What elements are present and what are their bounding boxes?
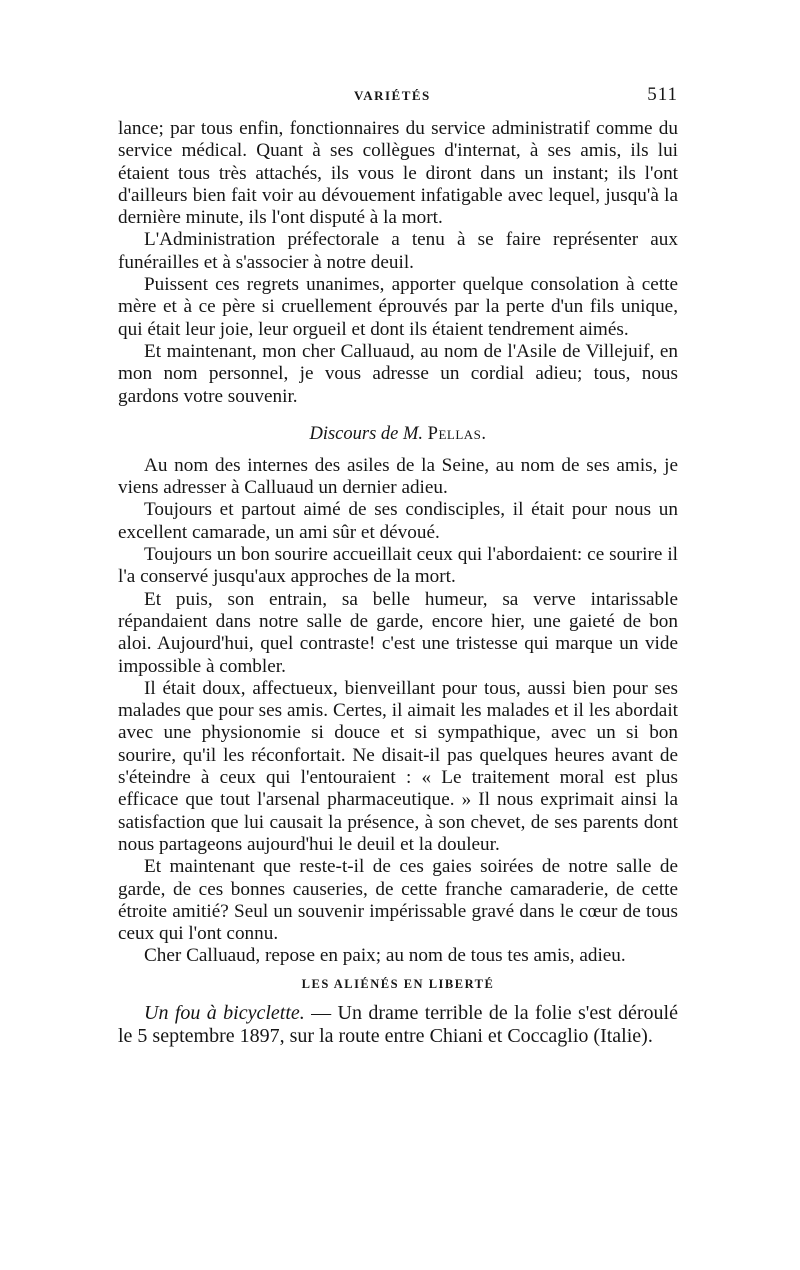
paragraph: Et puis, son entrain, sa belle humeur, sa verve intarissable répandaient dans notre salle de garde, encore hier, une gaieté de bon aloi. Aujourd'hui, quel contraste! c'est une tristesse qui marque un vide impossible à combler. [118, 588, 678, 677]
body-text [118, 118, 678, 1048]
final-paragraph-text: — Un drame terrible de la folie s'est déroulé le 5 septembre 1897, sur la route entre Chiani et Coccaglio (Italie). [118, 1001, 678, 1047]
paragraph: Il était doux, affectueux, bienveillant pour tous, aussi bien pour ses malades que pour ses amis. Certes, il aimait les malades et il les abordait avec une physionomie si douce et si sympathique, avec un si bon sourire, qu'il les réconfortait. Ne disait-il pas quelques heures avant de s'éteindre à ceux qui l'entouraient : « Le traitement moral est plus efficace que tout l'arsenal pharmaceutique. » Il nous exprimait ainsi la satisfaction que lui causait la présence, à son chevet, de ses parents dont nous partageons aujourd'hui le deuil et la douleur. [118, 677, 678, 855]
final-paragraph [118, 1002, 678, 1048]
paragraph: Et maintenant, mon cher Calluaud, au nom de l'Asile de Villejuif, en mon nom personnel, je vous adresse un cordial adieu; tous, nous gardons votre souvenir. [118, 340, 678, 407]
paragraph: L'Administration préfectorale a tenu à se faire représenter aux funérailles et à s'associer à notre deuil. [118, 229, 678, 273]
speech-heading-name: Pellas. [427, 423, 487, 444]
paragraph: Toujours et partout aimé de ses condisciples, il était pour nous un excellent camarade, un ami sûr et dévoué. [118, 499, 678, 543]
speech-heading [118, 423, 678, 445]
paragraph: Toujours un bon sourire accueillait ceux qui l'abordaient: ce sourire il l'a conservé jusqu'aux approches de la mort. [118, 544, 678, 588]
paragraph: Cher Calluaud, repose en paix; au nom de tous tes amis, adieu. [144, 945, 626, 967]
paragraph: Et maintenant que reste-t-il de ces gaies soirées de notre salle de garde, de ces bonnes causeries, de cette franche camaraderie, de cette étroite amitié? Seul un souvenir impérissable gravé dans le cœur de tous ceux qui l'ont connu. [118, 856, 678, 945]
paragraph: lance; par tous enfin, fonctionnaires du service administratif comme du service médical. Quant à ses collègues d'internat, à ses amis, ils lui étaient tous très attachés, ils vous le diront dans un instant; ils l'ont d'ailleurs bien fait voir au dévouement infatigable avec lequel, jusqu'à la dernière minute, ils l'ont disputé à la mort. [118, 118, 678, 229]
running-header [118, 82, 678, 118]
final-paragraph-italic: Un fou à bicyclette. [144, 1001, 305, 1024]
page-number: 511 [647, 84, 678, 105]
running-title: VARIÉTÉS [354, 88, 431, 103]
paragraph: Puissent ces regrets unanimes, apporter quelque consolation à cette mère et à ce père si cruellement éprouvés par la perte d'un fils unique, qui était leur joie, leur orgueil et dont ils étaient tendrement aimés. [118, 274, 678, 340]
paragraph: Au nom des internes des asiles de la Seine, au nom de ses amis, je viens adresser à Calluaud un dernier adieu. [118, 454, 678, 499]
page [118, 82, 678, 1048]
speech-heading-italic: Discours de M. [309, 423, 424, 444]
section-heading: LES ALIÉNÉS EN LIBERTÉ [301, 976, 495, 991]
